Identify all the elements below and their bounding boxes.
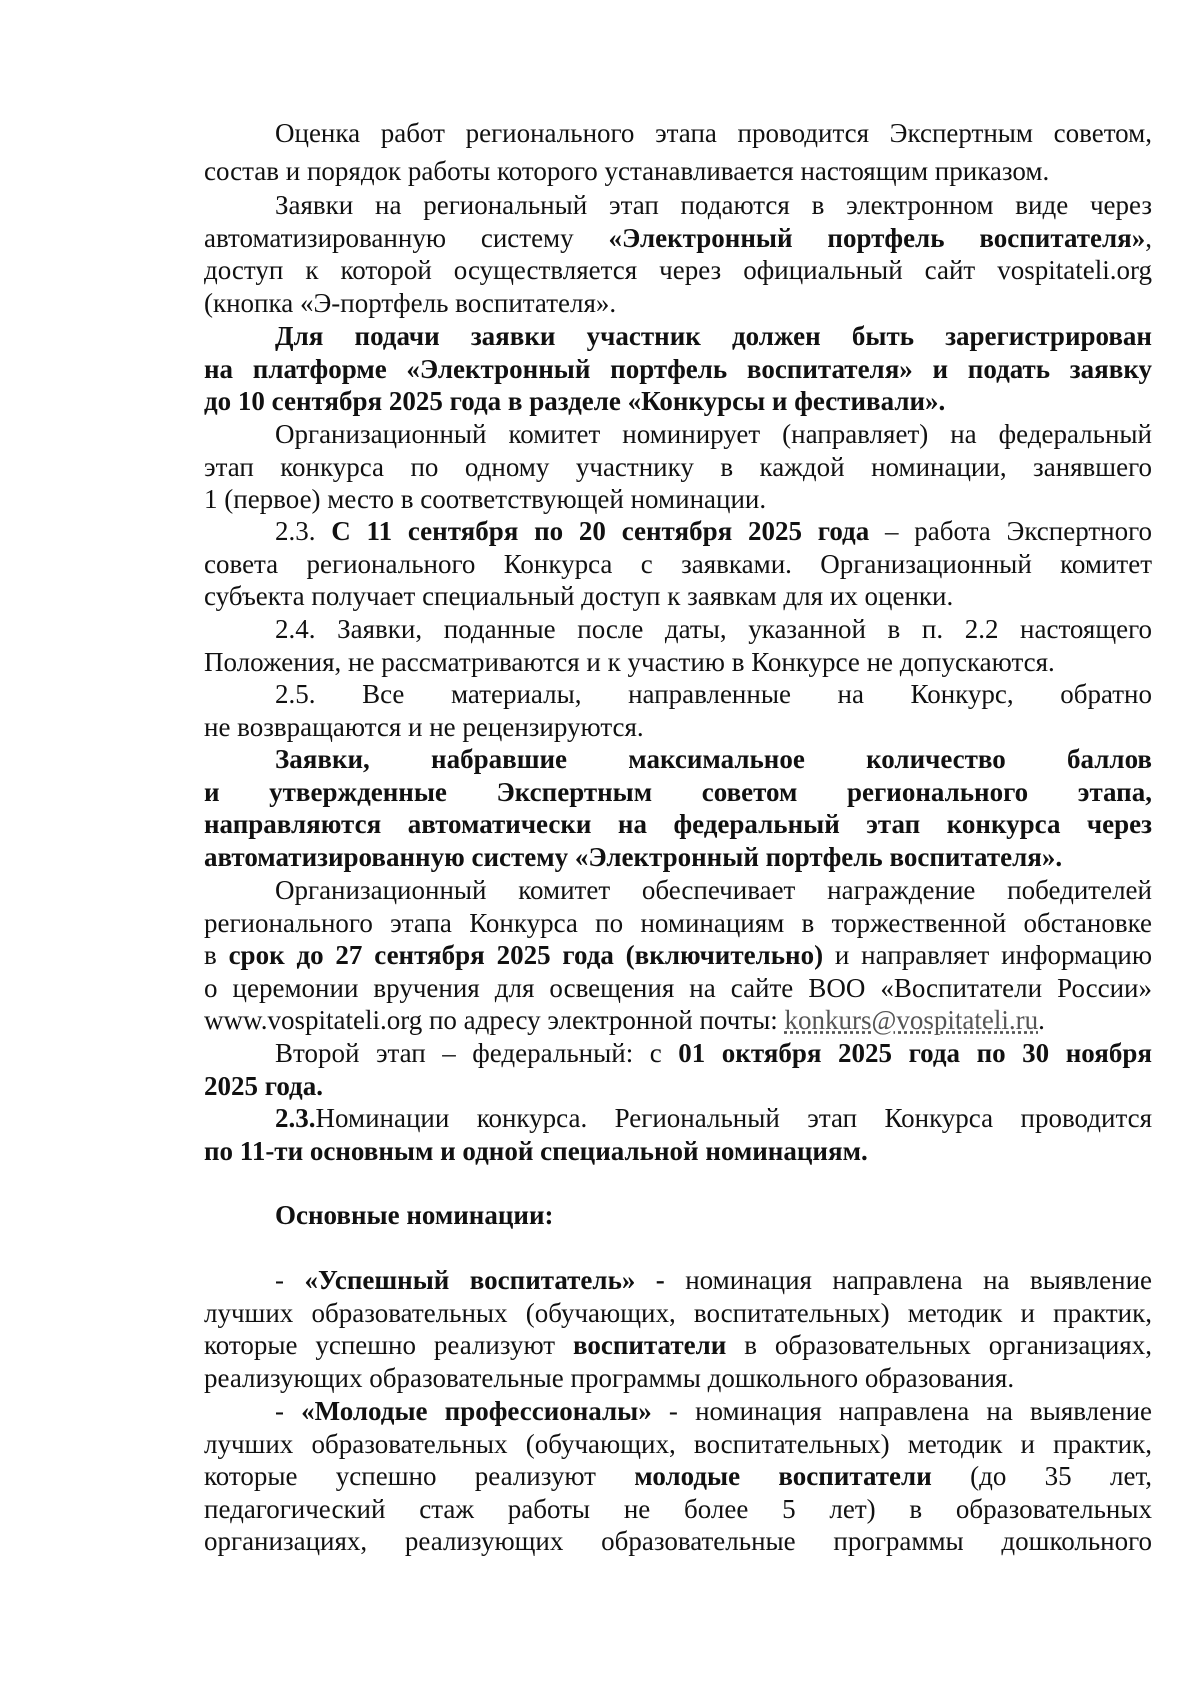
text-span: которые успешно реализуют (204, 1330, 573, 1360)
text-line: Заявки на региональный этап подаются в электронном виде через (275, 190, 1152, 220)
text-span: автоматизированную систему (204, 222, 609, 253)
paragraph-applications (204, 189, 1152, 319)
text-span: , (1145, 222, 1152, 253)
text-span: – работа Экспертного (869, 516, 1152, 546)
paragraph-auto-forward-bold (204, 743, 1152, 873)
text-line (204, 222, 1152, 255)
paragraph-2-5 (204, 678, 1152, 743)
text-line (204, 1004, 1152, 1037)
emphasis: молодые воспитатели (634, 1461, 932, 1491)
text-span: в образовательных организациях, (726, 1330, 1152, 1360)
text-line: педагогический стаж работы не более 5 лет) в образовательных (204, 1493, 1152, 1524)
date-range: С 11 сентября по 20 сентября 2025 года (331, 516, 870, 546)
nomination-title: «Молодые профессионалы» (301, 1396, 652, 1426)
text-line: организациях, реализующих образовательные программы дошкольного (204, 1526, 1152, 1556)
text-span: . (1038, 1005, 1045, 1035)
text-line: 2.5. Все материалы, направленные на Конкурс, обратно (275, 679, 1152, 709)
text-line (204, 1135, 1152, 1168)
text-line: субъекта получает специальный доступ к заявкам для их оценки. (204, 581, 954, 611)
text-span: Второй этап – федеральный: с (275, 1038, 679, 1068)
text-line: Организационный комитет обеспечивает награждение победителей (275, 875, 1152, 905)
nominations-count: по 11-ти основным и одной специальной номинациям. (204, 1135, 868, 1166)
list-dash: - (275, 1396, 302, 1426)
text-line (204, 1395, 1152, 1428)
text-line: и утвержденные Экспертным советом регионального этапа, (204, 776, 1152, 807)
paragraph-nomination-committee (204, 418, 1152, 516)
text-line: 1 (первое) место в соответствующей номинации. (204, 484, 767, 514)
text-line (204, 1102, 1152, 1135)
paragraph-2-4 (204, 613, 1152, 678)
list-dash: - (275, 1265, 305, 1295)
text-line: направляются автоматически на федеральный этап конкурса через (204, 809, 1152, 839)
text-span: в (204, 940, 229, 970)
text-line: Организационный комитет номинирует (направляет) на федеральный (275, 419, 1152, 449)
federal-dates: 01 октября 2025 года по 30 ноября (678, 1038, 1152, 1068)
email-link[interactable]: konkurs@vospitateli.ru (784, 1005, 1039, 1035)
text-line (204, 939, 1152, 972)
text-line: до 10 сентября 2025 года в разделе «Конкурсы и фестивали». (204, 386, 946, 416)
paragraph-evaluation (204, 117, 1152, 187)
paragraph-2-3-dates (204, 515, 1152, 613)
section-heading: Основные номинации: (275, 1200, 554, 1230)
text-line: автоматизированную систему «Электронный портфель воспитателя». (204, 841, 1063, 872)
text-line: состав и порядок работы которого устанавливается настоящим приказом. (204, 155, 1050, 186)
text-span: Номинации конкурса. Региональный этап Конкурса проводится (315, 1103, 1152, 1133)
text-line (204, 1264, 1152, 1297)
paragraph-federal-stage (204, 1037, 1152, 1102)
text-line: реализующих образовательные программы дошкольного образования. (204, 1362, 1015, 1393)
paragraph-nominations-intro (204, 1102, 1152, 1167)
text-line (204, 1329, 1152, 1362)
text-line: регионального этапа Конкурса по номинациям в торжественной обстановке (204, 907, 1152, 938)
text-line: на платформе «Электронный портфель воспитателя» и подать заявку (204, 353, 1152, 384)
text-line: совета регионального Конкурса с заявками. Организационный комитет (204, 548, 1152, 579)
text-line: (кнопка «Э-портфель воспитателя». (204, 287, 617, 318)
text-span: www.vospitateli.org по адресу электронной почты: (204, 1005, 785, 1035)
nomination-title: «Успешный воспитатель» - (304, 1265, 665, 1295)
text-line: Оценка работ регионального этапа проводится Экспертным советом, (275, 118, 1152, 148)
text-span: которые успешно реализуют (204, 1461, 635, 1491)
text-line: этап конкурса по одному участнику в каждой номинации, занявшего (204, 451, 1152, 482)
text-line (204, 1070, 1152, 1103)
text-span: - номинация направлена на выявление (651, 1396, 1152, 1426)
text-line: доступ к которой осуществляется через официальный сайт vospitateli.org (204, 255, 1152, 285)
text-span: номинация направлена на выявление (664, 1265, 1153, 1295)
text-line: лучших образовательных (обучающих, воспитательных) методик и практик, (204, 1297, 1152, 1328)
text-line: лучших образовательных (обучающих, воспитательных) методик и практик, (204, 1428, 1152, 1459)
platform-name: «Электронный портфель воспитателя» (608, 222, 1146, 253)
paragraph-registration-bold (204, 320, 1152, 418)
text-line (204, 1460, 1152, 1493)
section-number: 2.3. (275, 516, 332, 546)
text-line: 2.4. Заявки, поданные после даты, указанной в п. 2.2 настоящего (275, 614, 1152, 644)
federal-dates-end: 2025 года. (204, 1070, 323, 1101)
paragraph-awards (204, 874, 1152, 1037)
text-span: и направляет информацию (823, 940, 1153, 970)
text-line: Заявки, набравшие максимальное количество баллов (275, 744, 1152, 774)
emphasis: воспитатели (572, 1330, 727, 1360)
section-number: 2.3. (275, 1103, 316, 1133)
text-line (204, 1037, 1152, 1070)
text-span: (до 35 лет, (931, 1461, 1152, 1491)
nomination-young-professionals (204, 1395, 1152, 1558)
text-line: Для подачи заявки участник должен быть зарегистрирован (275, 321, 1152, 351)
deadline: срок до 27 сентября 2025 года (включительно) (228, 940, 824, 970)
text-line: о церемонии вручения для освещения на сайте ВОО «Воспитатели России» (204, 972, 1152, 1003)
text-line: не возвращаются и не рецензируются. (204, 711, 644, 742)
text-line: Положения, не рассматриваются и к участию в Конкурсе не допускаются. (204, 646, 1055, 677)
text-line (204, 515, 1152, 548)
nomination-successful-educator (204, 1264, 1152, 1394)
